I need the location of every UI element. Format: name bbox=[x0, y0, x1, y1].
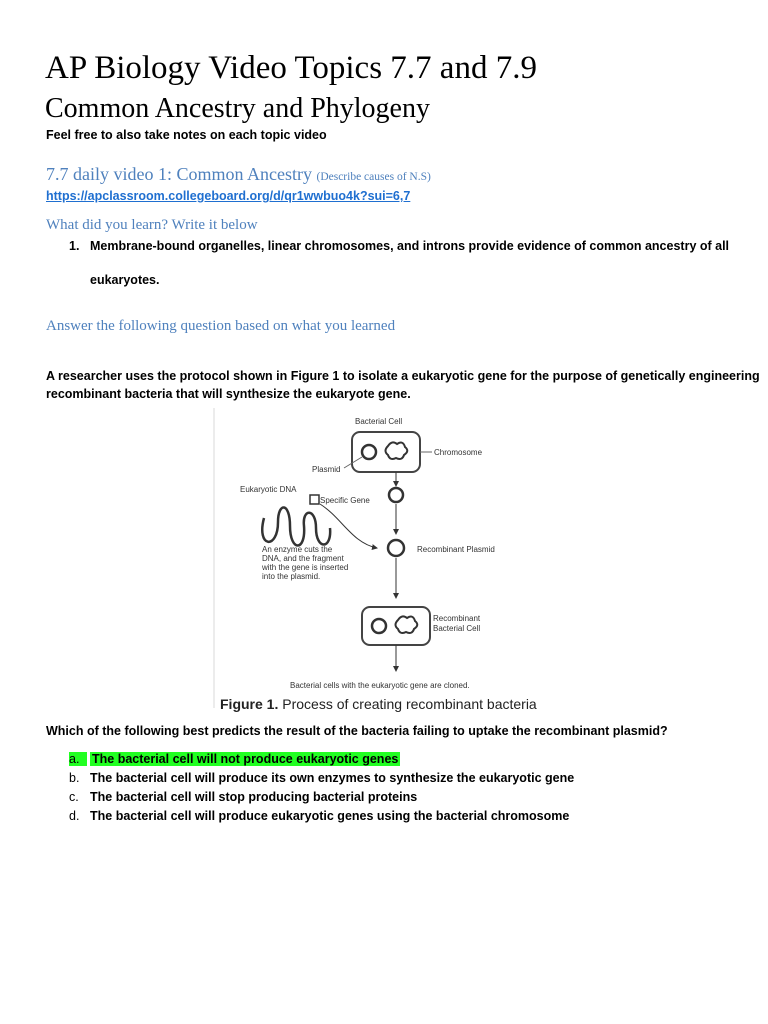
label-plasmid: Plasmid bbox=[312, 465, 341, 474]
learn-prompt: What did you learn? Write it below bbox=[46, 217, 258, 233]
label-recombinant-plasmid: Recombinant Plasmid bbox=[417, 545, 495, 554]
option-c-letter: c. bbox=[69, 790, 79, 804]
section-heading bbox=[46, 164, 431, 185]
option-b[interactable]: The bacterial cell will produce its own enzymes to synthesize the eukaryotic gene bbox=[90, 771, 575, 785]
option-a-letter bbox=[69, 752, 87, 766]
answer-prompt: Answer the following question based on what you learned bbox=[46, 318, 396, 334]
plasmid-circle bbox=[362, 445, 376, 459]
figure-caption-text: Process of creating recombinant bacteria bbox=[278, 696, 537, 712]
recombinant-cell-plasmid bbox=[372, 619, 386, 633]
recombinant-label-line2: Bacterial Cell bbox=[433, 624, 481, 633]
specific-gene-box bbox=[310, 495, 319, 504]
section-heading-text: 7.7 daily video 1: Common Ancestry bbox=[46, 164, 312, 184]
recombinant-plasmid-circle bbox=[388, 540, 404, 556]
notes-instruction: Feel free to also take notes on each topic video bbox=[46, 128, 327, 142]
enzyme-text-line1: An enzyme cuts the bbox=[262, 545, 333, 554]
opened-plasmid-circle bbox=[389, 488, 403, 502]
figure-caption bbox=[220, 696, 537, 712]
question-text: Which of the following best predicts the result of the bacteria failing to uptake the recombinant plasmid? bbox=[46, 724, 668, 738]
learn-item-number: 1. bbox=[69, 239, 80, 253]
recombinant-bacteria-figure bbox=[212, 408, 562, 718]
option-d-letter: d. bbox=[69, 809, 80, 823]
scenario-line-2: recombinant bacteria that will synthesize the eukaryote gene. bbox=[46, 387, 411, 401]
option-a-letter-text: a. bbox=[69, 752, 87, 766]
enzyme-text-line2: DNA, and the fragment bbox=[262, 554, 344, 563]
page-subtitle: Common Ancestry and Phylogeny bbox=[45, 93, 430, 124]
video-link[interactable]: https://apclassroom.collegeboard.org/d/qr1wwbuo4k?sui=6,7 bbox=[46, 189, 411, 203]
label-specific-gene: Specific Gene bbox=[320, 496, 370, 505]
eukaryotic-dna-strand bbox=[262, 507, 330, 545]
enzyme-text-line3: with the gene is inserted bbox=[262, 563, 349, 572]
option-a-text: The bacterial cell will not produce eukaryotic genes bbox=[92, 752, 399, 766]
scenario-line-1: A researcher uses the protocol shown in Figure 1 to isolate a eukaryotic gene for the purpose of genetically engineering bbox=[46, 369, 760, 383]
learn-item-text-line2: eukaryotes. bbox=[90, 273, 160, 287]
chromosome-shape bbox=[386, 442, 408, 459]
option-a[interactable] bbox=[90, 752, 400, 766]
page-title: AP Biology Video Topics 7.7 and 7.9 bbox=[45, 50, 537, 86]
label-eukaryotic-dna: Eukaryotic DNA bbox=[240, 485, 297, 494]
recombinant-label-line1: Recombinant bbox=[433, 614, 481, 623]
label-cloned: Bacterial cells with the eukaryotic gene are cloned. bbox=[290, 681, 470, 690]
option-c[interactable]: The bacterial cell will stop producing bacterial proteins bbox=[90, 790, 418, 804]
label-bacterial-cell: Bacterial Cell bbox=[355, 417, 403, 426]
figure-caption-number: Figure 1. bbox=[220, 696, 279, 712]
recombinant-cell-chromosome bbox=[396, 616, 418, 633]
section-heading-note: (Describe causes of N.S) bbox=[316, 171, 431, 183]
enzyme-text-line4: into the plasmid. bbox=[262, 572, 321, 581]
option-d[interactable]: The bacterial cell will produce eukaryotic genes using the bacterial chromosome bbox=[90, 809, 570, 823]
option-b-letter: b. bbox=[69, 771, 80, 785]
label-chromosome: Chromosome bbox=[434, 448, 483, 457]
learn-item-text-line1: Membrane-bound organelles, linear chromosomes, and introns provide evidence of common ancestry of all bbox=[90, 239, 730, 253]
